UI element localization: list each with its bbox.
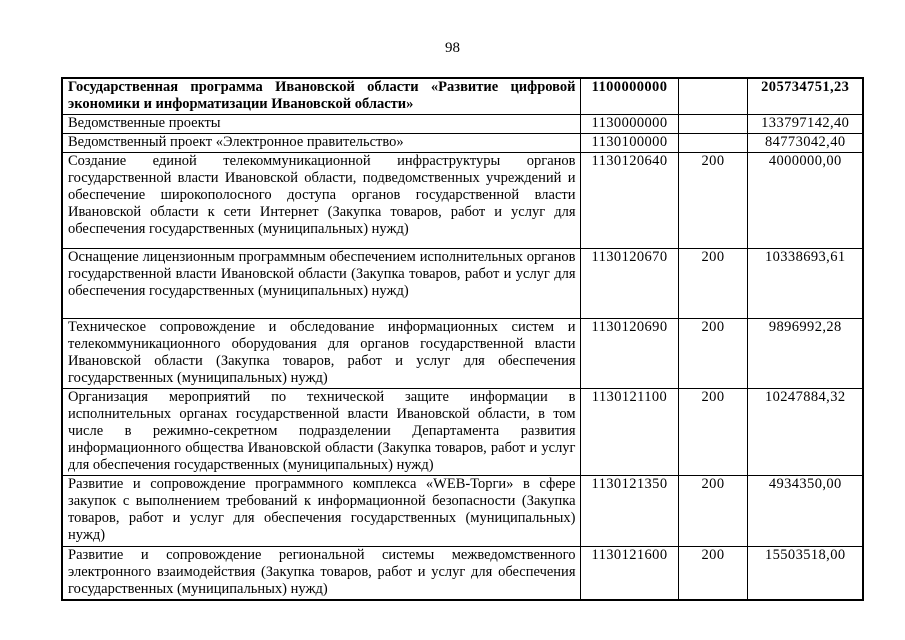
expense-type-cell: 200	[678, 547, 747, 601]
expense-type-cell: 200	[678, 389, 747, 476]
amount-cell: 15503518,00	[747, 547, 863, 601]
budget-table	[61, 77, 864, 601]
program-name-cell: Государственная программа Ивановской области «Развитие цифровой экономики и информатизации Ивановской области»	[62, 78, 580, 115]
table-row	[62, 476, 863, 547]
expense-type-cell	[678, 134, 747, 153]
program-name-cell: Развитие и сопровождение программного комплекса «WEB-Торги» в сфере закупок с выполнением требований к информационной безопасности (Закупка товаров, работ и услуг для обеспечения государственных (муниципальных) нужд)	[62, 476, 580, 547]
amount-cell: 133797142,40	[747, 115, 863, 134]
amount-cell: 205734751,23	[747, 78, 863, 115]
budget-code-cell: 1130000000	[580, 115, 678, 134]
budget-code-cell: 1100000000	[580, 78, 678, 115]
table-row	[62, 249, 863, 319]
budget-code-cell: 1130120670	[580, 249, 678, 319]
table-row	[62, 319, 863, 389]
table-row	[62, 134, 863, 153]
amount-cell: 10247884,32	[747, 389, 863, 476]
budget-code-cell: 1130121600	[580, 547, 678, 601]
program-name-cell: Ведомственный проект «Электронное правительство»	[62, 134, 580, 153]
program-name-cell: Развитие и сопровождение региональной системы межведомственного электронного взаимодействия (Закупка товаров, работ и услуг для обеспечения государственных (муниципальных) нужд)	[62, 547, 580, 601]
amount-cell: 10338693,61	[747, 249, 863, 319]
budget-code-cell: 1130120690	[580, 319, 678, 389]
expense-type-cell: 200	[678, 249, 747, 319]
budget-code-cell: 1130120640	[580, 153, 678, 249]
table-row	[62, 78, 863, 115]
expense-type-cell: 200	[678, 153, 747, 249]
table-row	[62, 153, 863, 249]
program-name-cell: Ведомственные проекты	[62, 115, 580, 134]
page-number: 98	[445, 40, 460, 56]
expense-type-cell: 200	[678, 476, 747, 547]
amount-cell: 4934350,00	[747, 476, 863, 547]
amount-cell: 9896992,28	[747, 319, 863, 389]
program-name-cell: Техническое сопровождение и обследование информационных систем и телекоммуникационного оборудования для органов государственной власти Ивановской области (Закупка товаров, работ и услуг для обеспечения государственных (муниципальных) нужд)	[62, 319, 580, 389]
table-row	[62, 547, 863, 601]
table-row	[62, 115, 863, 134]
program-name-cell: Создание единой телекоммуникационной инфраструктуры органов государственной власти Ивановской области, подведомственных учреждений и обеспечение широкополосного доступа органов государственной власти Ивановской области к сети Интернет (Закупка товаров, работ и услуг для обеспечения государственных (муниципальных) нужд)	[62, 153, 580, 249]
expense-type-cell: 200	[678, 319, 747, 389]
amount-cell: 84773042,40	[747, 134, 863, 153]
budget-code-cell: 1130121100	[580, 389, 678, 476]
expense-type-cell	[678, 115, 747, 134]
program-name-cell: Оснащение лицензионным программным обеспечением исполнительных органов государственной власти Ивановской области (Закупка товаров, работ и услуг для обеспечения государственных (муниципальных) нужд)	[62, 249, 580, 319]
amount-cell: 4000000,00	[747, 153, 863, 249]
budget-code-cell: 1130121350	[580, 476, 678, 547]
table-row	[62, 389, 863, 476]
budget-code-cell: 1130100000	[580, 134, 678, 153]
program-name-cell: Организация мероприятий по технической защите информации в исполнительных органах государственной власти Ивановской области, в том числе в режимно-секретном подразделении Департамента развития информационного общества Ивановской области (Закупка товаров, работ и услуг для обеспечения государственных (муниципальных) нужд)	[62, 389, 580, 476]
expense-type-cell	[678, 78, 747, 115]
